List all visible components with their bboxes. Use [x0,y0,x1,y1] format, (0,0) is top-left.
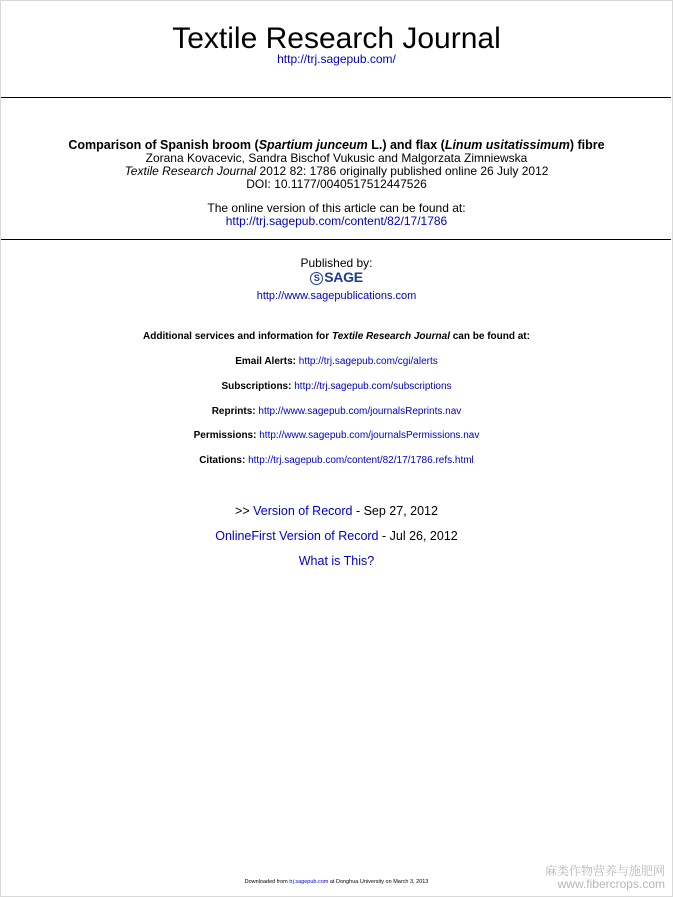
permissions-link[interactable]: http://www.sagepub.com/journalsPermissions.nav [259,430,480,441]
what-is-this-link[interactable]: What is This? [298,554,375,568]
online-version-label: The online version of this article can be found at: [207,201,466,215]
what-is-this-line [0,554,673,568]
service-row-email-alerts [0,356,673,368]
services-intro-journal: Textile Research Journal [331,331,450,342]
citations-link[interactable]: http://trj.sagepub.com/content/82/17/1786.refs.html [248,455,474,466]
watermark [545,865,665,891]
sage-circle-icon: S [310,272,323,285]
onlinefirst-version-link[interactable]: OnlineFirst Version of Record [215,529,379,543]
record-date: - Sep 27, 2012 [352,504,438,518]
online-version-link[interactable]: http://trj.sagepub.com/content/82/17/1786 [225,214,448,228]
journal-url-container [0,52,673,66]
reprints-link[interactable]: http://www.sagepub.com/journalsReprints.nav [258,406,462,417]
service-row-citations [0,455,673,467]
subscriptions-link[interactable]: http://trj.sagepub.com/subscriptions [294,381,452,392]
top-divider [1,97,671,98]
title-text-3: ) fibre [569,138,605,152]
published-by-label: Published by: [300,256,373,270]
citation-journal: Textile Research Journal [124,164,257,178]
sage-logo-text: SAGE [324,269,363,285]
service-row-reprints [0,406,673,418]
journal-title: Textile Research Journal [172,22,501,55]
title-text-1: Comparison of Spanish broom ( [68,138,259,152]
title-text-2: L.) and flax ( [367,138,445,152]
sage-logo[interactable] [0,270,673,285]
service-label: Citations: [199,455,246,466]
service-label: Permissions: [193,430,257,441]
title-species-2: Linum usitatissimum [444,138,570,152]
service-row-permissions [0,430,673,442]
service-label: Email Alerts: [235,356,296,367]
services-intro-end: can be found at: [449,331,530,342]
watermark-line-1: 麻类作物营养与施肥网 [544,864,665,878]
services-intro [0,331,673,343]
onlinefirst-date: - Jul 26, 2012 [378,529,458,543]
service-label: Reprints: [211,406,256,417]
email-alerts-link[interactable]: http://trj.sagepub.com/cgi/alerts [298,356,438,367]
publisher-url-link[interactable]: http://www.sagepublications.com [256,290,417,302]
article-authors: Zorana Kovacevic, Sandra Bischof Vukusic and Malgorzata Zimniewska [145,151,528,165]
citation-details: 2012 82: 1786 originally published online 26 July 2012 [256,164,549,178]
onlinefirst-version-line [0,529,673,543]
watermark-line-2: www.fibercrops.com [557,877,665,891]
article-doi: DOI: 10.1177/0040517512447526 [246,177,427,191]
record-prefix: >> [235,504,254,518]
online-version-container [0,215,673,228]
journal-url-link[interactable]: http://trj.sagepub.com/ [277,52,396,66]
version-of-record-line [0,504,673,518]
middle-divider [1,239,671,240]
footer-text-pre: Downloaded from [244,879,290,885]
title-species-1: Spartium junceum [258,138,368,152]
publisher-url-container [0,290,673,302]
footer-text-post: at Donghua University on March 3, 2013 [328,879,429,885]
service-row-subscriptions [0,381,673,393]
services-intro-text: Additional services and information for [143,331,332,342]
service-label: Subscriptions: [221,381,292,392]
footer-site-link[interactable]: trj.sagepub.com [289,879,329,885]
version-of-record-link[interactable]: Version of Record [253,504,353,518]
